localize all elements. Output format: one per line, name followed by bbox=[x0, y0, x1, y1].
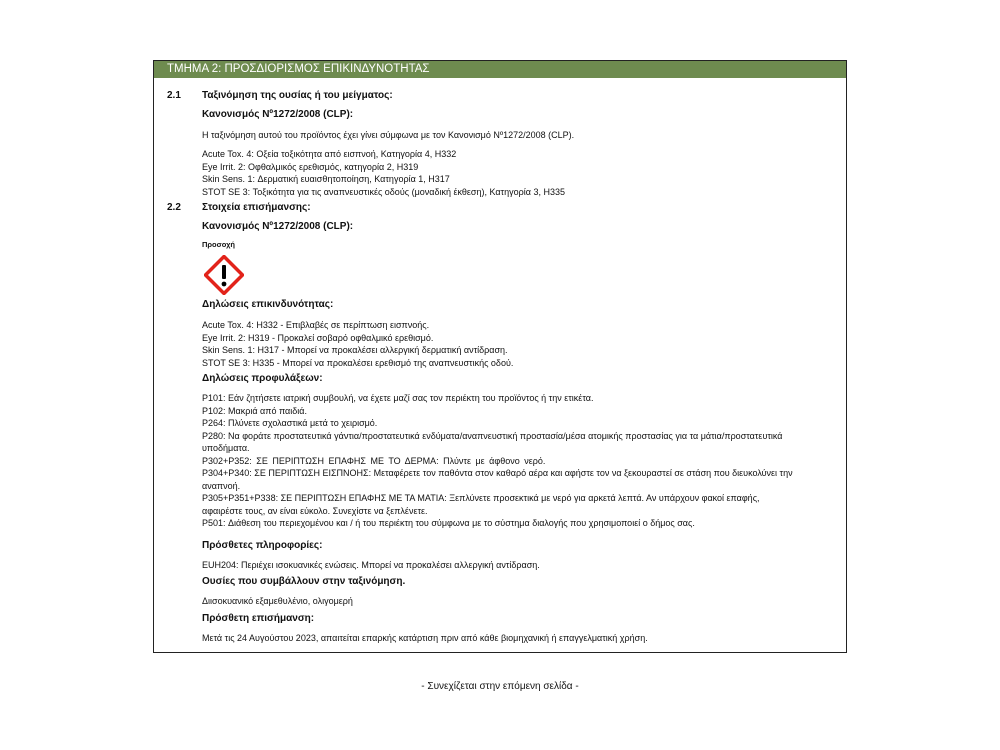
classification-item: Eye Irrit. 2: Οφθαλμικός ερεθισμός, κατηγορία 2, H319 bbox=[202, 161, 419, 172]
subsection-number: 2.2 bbox=[167, 202, 181, 213]
extra-labelling-heading: Πρόσθετη επισήμανση: bbox=[202, 613, 315, 624]
classification-item: Skin Sens. 1: Δερματική ευαισθητοποίηση, Κατηγορία 1, H317 bbox=[202, 174, 450, 184]
hazard-statement: Skin Sens. 1: H317 - Μπορεί να προκαλέσει αλλεργική δερματική αντίδραση. bbox=[202, 345, 508, 355]
extra-labelling-text: Μετά τις 24 Αυγούστου 2023, απαιτείται επαρκής κατάρτιση πριν από κάθε βιομηχανική ή επαγγελματική χρήση. bbox=[202, 633, 648, 643]
precautionary-statement: P280: Να φοράτε προστατευτικά γάντια/προστατευτικά ενδύματα/αναπνευστική προστασία/μέσα ατομικής προστασίας για τα μάτια/προστατευτικά υποδήματα. bbox=[202, 430, 783, 453]
signal-word: Προσοχή bbox=[202, 240, 235, 249]
precautionary-statements-heading: Δηλώσεις προφυλάξεων: bbox=[202, 373, 323, 384]
hazard-statement: Eye Irrit. 2: H319 - Προκαλεί σοβαρό οφθαλμικό ερεθισμό. bbox=[202, 332, 434, 343]
classification-item: STOT SE 3: Τοξικότητα για τις αναπνευστικές οδούς (μοναδική έκθεση), Κατηγορία 3, H335 bbox=[202, 186, 565, 197]
subsection-title: Ταξινόμηση της ουσίας ή του μείγματος: bbox=[202, 90, 393, 101]
regulation-heading: Κανονισμός Nº1272/2008 (CLP): bbox=[202, 109, 354, 120]
hazard-statement: Acute Tox. 4: H332 - Επιβλαβές σε περίπτωση εισπνοής. bbox=[202, 320, 430, 330]
precautionary-statement: P305+P351+P338: ΣΕ ΠΕΡΙΠΤΩΣΗ ΕΠΑΦΗΣ ΜΕ ΤΑ ΜΑΤΙΑ: Ξεπλύνετε προσεκτικά με νερό για αρκετά λεπτά. Αν υπάρχουν φακοί επαφής, αφαιρέστε τους, αν είναι εύκολο. Συνεχίστε να ξεπλένετε. bbox=[202, 493, 760, 516]
precautionary-statement: P304+P340: ΣΕ ΠΕΡΙΠΤΩΣΗ ΕΙΣΠΝΟΗΣ: Μεταφέρετε τον παθόντα στον καθαρό αέρα και αφήστε τον να ξεκουραστεί σε στάση που διευκολύνει την αναπνοή. bbox=[202, 468, 793, 491]
precautionary-statement: P302+P352: ΣΕ ΠΕΡΙΠΤΩΣΗ ΕΠΑΦΗΣ ΜΕ ΤΟ ΔΕΡΜΑ: Πλύντε με άφθονο νερό. bbox=[202, 455, 546, 466]
hazard-statements-heading: Δηλώσεις επικινδυνότητας: bbox=[202, 299, 334, 310]
precautionary-statement: P102: Μακριά από παιδιά. bbox=[202, 405, 307, 416]
precautionary-statement: P501: Διάθεση του περιεχομένου και / ή του περιέκτη του σύμφωνα με το σύστημα διαλογής που χρησιμοποιεί ο δήμος σας. bbox=[202, 518, 695, 528]
precautionary-statement: P264: Πλύνετε σχολαστικά μετά το χειρισμό. bbox=[202, 418, 378, 428]
subsection-title: Στοιχεία επισήμανσης: bbox=[202, 202, 311, 213]
classification-item: Acute Tox. 4: Οξεία τοξικότητα από εισπνοή, Κατηγορία 4, H332 bbox=[202, 149, 457, 159]
section-header: ΤΜΗΜΑ 2: ΠΡΟΣΔΙΟΡΙΣΜΟΣ ΕΠΙΚΙΝΔΥΝΟΤΗΤΑΣ bbox=[154, 61, 846, 78]
page-continuation-note: - Συνεχίζεται στην επόμενη σελίδα - bbox=[421, 681, 579, 692]
precautionary-statement: P101: Εάν ζητήσετε ιατρική συμβουλή, να έχετε μαζί σας τον περιέκτη του προϊόντος ή την ετικέτα. bbox=[202, 393, 594, 403]
hazard-statement: STOT SE 3: H335 - Μπορεί να προκαλέσει ερεθισμό της αναπνευστικής οδού. bbox=[202, 357, 514, 368]
additional-info-text: EUH204: Περιέχει ισοκυανικές ενώσεις. Μπορεί να προκαλέσει αλλεργική αντίδραση. bbox=[202, 560, 540, 570]
contributing-substances-heading: Ουσίες που συμβάλλουν στην ταξινόμηση. bbox=[202, 576, 406, 587]
section-box bbox=[153, 60, 847, 653]
subsection-number: 2.1 bbox=[167, 90, 181, 101]
regulation-heading: Κανονισμός Nº1272/2008 (CLP): bbox=[202, 221, 354, 232]
classification-intro: Η ταξινόμηση αυτού του προϊόντος έχει γίνει σύμφωνα με τον Κανονισμό Nº1272/2008 (CLP). bbox=[202, 130, 575, 140]
additional-info-heading: Πρόσθετες πληροφορίες: bbox=[202, 540, 323, 551]
contributing-substances-text: Διισοκυανικό εξαμεθυλένιο, ολιγομερή bbox=[202, 596, 353, 606]
exclamation-mark-diamond-icon bbox=[204, 255, 244, 300]
